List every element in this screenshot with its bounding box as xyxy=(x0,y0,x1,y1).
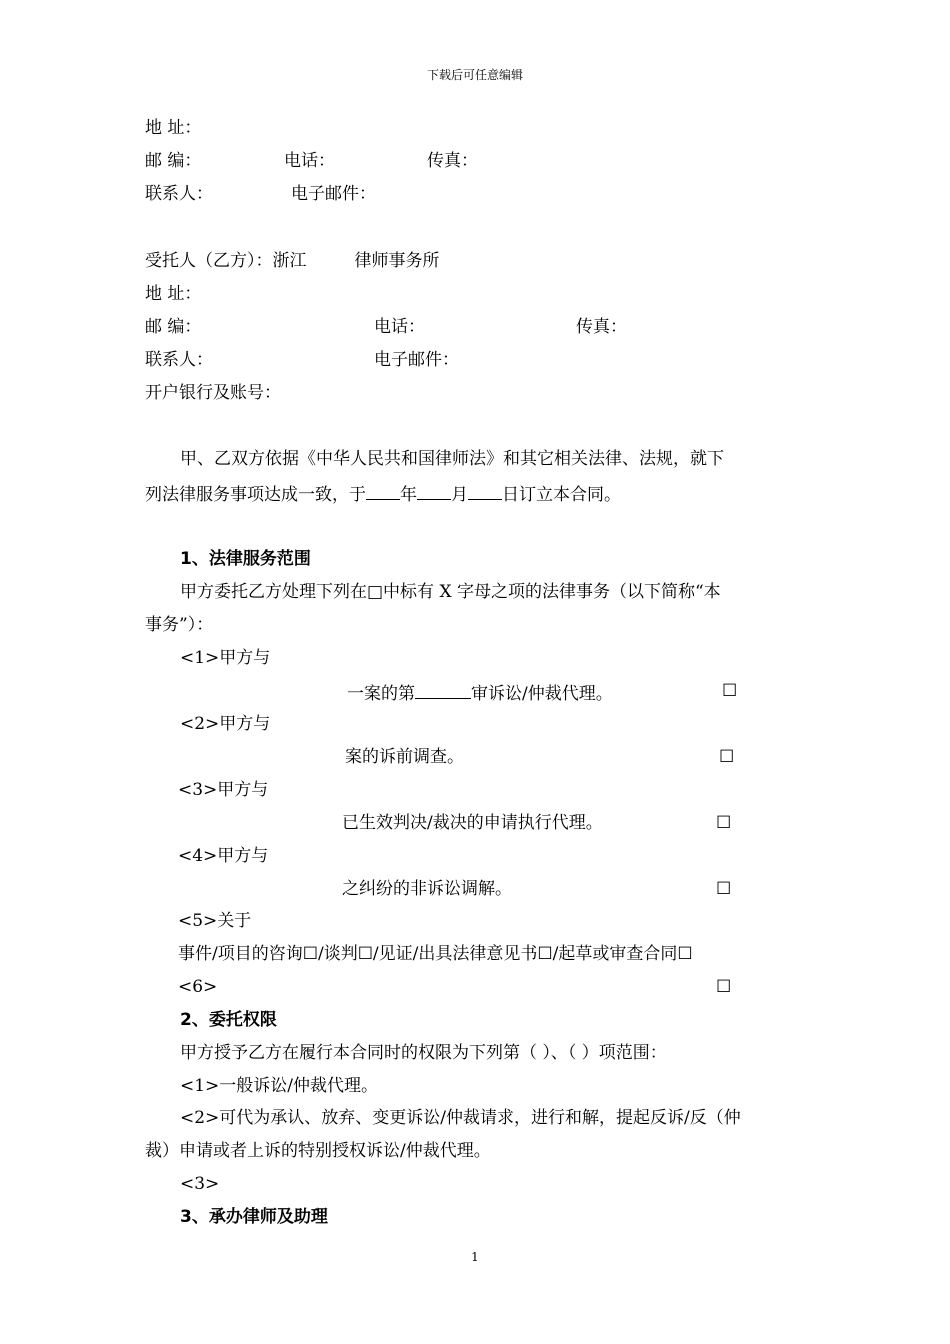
agent-email-label: 电子邮件： xyxy=(374,350,459,370)
item-3-label: <3>甲方与 xyxy=(178,780,269,800)
item-4-detail: 之纠纷的非诉讼调解。 xyxy=(342,879,512,899)
item-2-label: <2>甲方与 xyxy=(180,714,271,734)
authority-item-2-line-2: 裁）申请或者上诉的特别授权诉讼/仲裁代理。 xyxy=(145,1141,491,1161)
page-number: 1 xyxy=(471,1250,479,1264)
agent-fax-label: 传真： xyxy=(576,317,627,337)
item-5-detail: 事件/项目的咨询☐/谈判☐/见证/出具法律意见书☐/起草或审查合同☐ xyxy=(178,944,693,964)
item-1-checkbox[interactable]: ☐ xyxy=(722,681,738,701)
authority-item-1: <1>一般诉讼/仲裁代理。 xyxy=(180,1076,379,1096)
instance-blank xyxy=(415,680,471,699)
item-4-label: <4>甲方与 xyxy=(178,846,269,866)
item-1-detail-b: 审诉讼/仲裁代理。 xyxy=(471,684,613,704)
page-header: 下载后可任意编辑 xyxy=(426,68,523,82)
month-label: 月 xyxy=(451,485,468,505)
item-3-detail: 已生效判决/裁决的申请执行代理。 xyxy=(342,813,603,833)
authority-item-3: <3> xyxy=(180,1174,220,1194)
client-address-label: 地 址： xyxy=(145,118,202,138)
agent-title-prefix: 受托人（乙方）：浙江 xyxy=(145,251,307,271)
section-3-heading: 3、承办律师及助理 xyxy=(180,1207,328,1227)
intro-line-2-b: 日订立本合同。 xyxy=(502,485,621,505)
month-blank xyxy=(417,481,451,500)
section-1-para-1: 甲方委托乙方处理下列在□中标有 X 字母之项的法律事务（以下简称“本 xyxy=(180,582,721,602)
item-2-checkbox[interactable]: ☐ xyxy=(719,747,735,767)
section-1-heading: 1、法律服务范围 xyxy=(180,549,311,569)
item-6-checkbox[interactable]: ☐ xyxy=(716,977,732,997)
intro-line-2 xyxy=(145,481,621,506)
item-2-detail: 案的诉前调查。 xyxy=(345,747,464,767)
item-6-label: <6> xyxy=(178,977,218,997)
intro-line-2-a: 列法律服务事项达成一致，于 xyxy=(145,485,366,505)
item-4-checkbox[interactable]: ☐ xyxy=(716,879,732,899)
intro-line-1: 甲、乙双方依据《中华人民共和国律师法》和其它相关法律、法规，就下 xyxy=(180,449,724,469)
client-email-label: 电子邮件： xyxy=(291,184,376,204)
client-contact-label: 联系人： xyxy=(145,184,213,204)
agent-postcode-label: 邮 编： xyxy=(145,317,202,337)
agent-phone-label: 电话： xyxy=(374,317,425,337)
client-fax-label: 传真： xyxy=(427,151,478,171)
section-2-heading: 2、委托权限 xyxy=(180,1010,277,1030)
agent-bank-label: 开户银行及账号： xyxy=(145,383,281,403)
year-blank xyxy=(366,481,400,500)
section-2-para: 甲方授予乙方在履行本合同时的权限为下列第（ ）、（ ）项范围： xyxy=(180,1043,667,1063)
agent-title xyxy=(145,250,440,272)
item-1-label: <1>甲方与 xyxy=(180,648,271,668)
agent-contact-label: 联系人： xyxy=(145,350,213,370)
item-3-checkbox[interactable]: ☐ xyxy=(716,813,732,833)
agent-address-label: 地 址： xyxy=(145,284,202,304)
item-1-detail xyxy=(347,680,613,705)
authority-item-2-line-1: <2>可代为承认、放弃、变更诉讼/仲裁请求，进行和解，提起反诉/反（仲 xyxy=(180,1108,741,1128)
day-blank xyxy=(468,481,502,500)
item-1-detail-a: 一案的第 xyxy=(347,684,415,704)
client-phone-label: 电话： xyxy=(284,151,335,171)
agent-title-suffix: 律师事务所 xyxy=(354,251,440,271)
client-postcode-label: 邮 编： xyxy=(145,151,202,171)
section-1-para-2: 事务”）： xyxy=(145,615,214,635)
year-label: 年 xyxy=(400,485,417,505)
item-5-label: <5>关于 xyxy=(178,911,252,931)
